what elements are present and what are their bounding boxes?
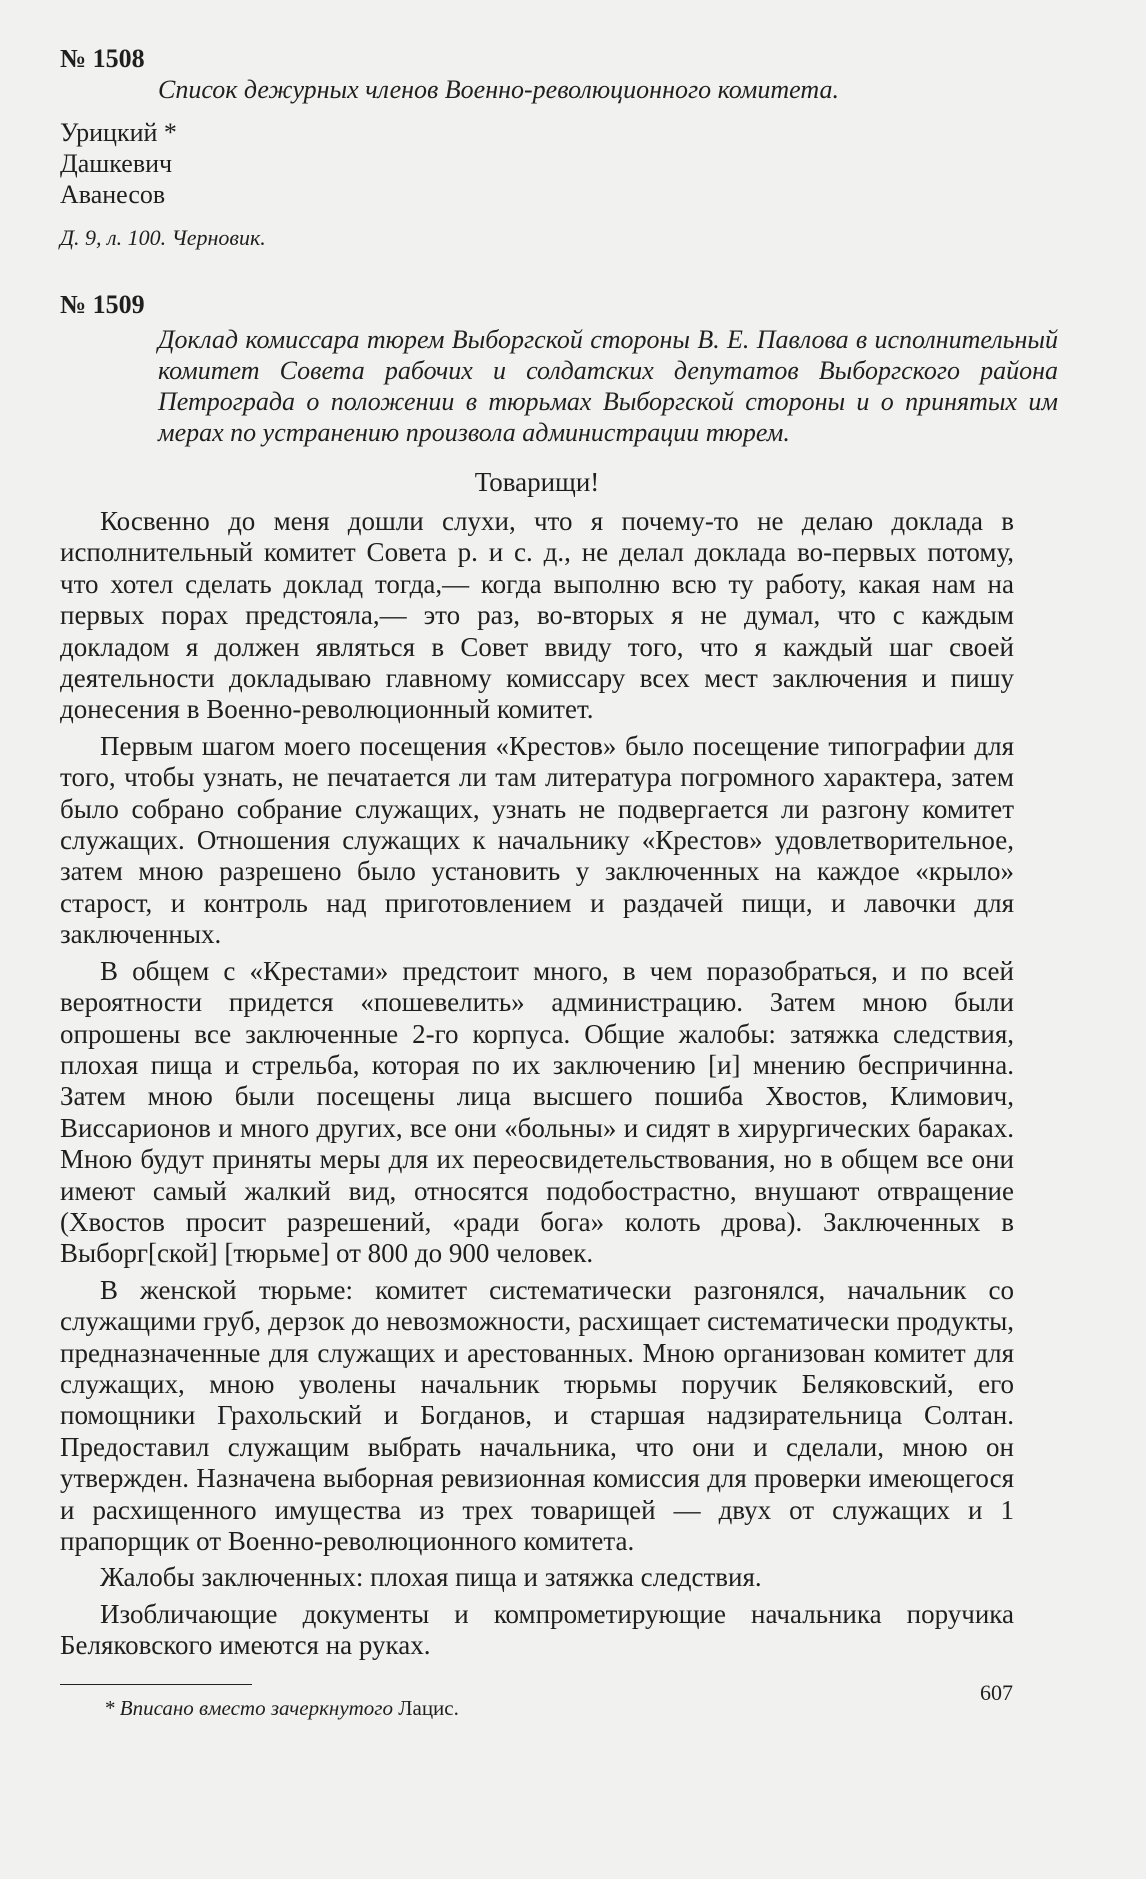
footnote-text: * Вписано вместо зачеркнутого bbox=[104, 1695, 393, 1720]
doc-title-1508: Список дежурных членов Военно-революционного комитета. bbox=[158, 75, 839, 104]
doc-title-1509: Доклад комиссара тюрем Выборгской стороны В. Е. Павлова в исполнительный комитет Совета рабочих и солдатских депутатов Выборгского района Петрограда о положении в тюрьмах Выборгской стороны и о принятых им мерах по устранению произвола администрации тюрем. bbox=[158, 325, 1058, 447]
paragraph: Косвенно до меня дошли слухи, что я почему-то не делаю доклада в исполнительный комитет Совета р. и с. д., не делал доклада во-первых потому, что хотел сделать доклад тогда,— когда выполню всю ту работу, какая нам на первых порах предстояла,— это раз, во-вторых я не думал, что с каждым докладом я должен являться в Совет ввиду того, что я каждый шаг своей деятельности докладываю главному комиссару всех мест заключения и пишу донесения в Военно-революционный комитет. bbox=[60, 506, 1014, 725]
paragraph: Жалобы заключенных: плохая пища и затяжка следствия. bbox=[100, 1562, 762, 1593]
document-1508 bbox=[60, 44, 1060, 252]
document-1509 bbox=[60, 290, 1060, 1662]
greeting: Товарищи! bbox=[474, 467, 600, 497]
doc-number-1509: № 1509 bbox=[60, 290, 145, 319]
report-body bbox=[60, 506, 1014, 1662]
list-item: Дашкевич bbox=[60, 149, 173, 178]
archive-reference: Д. 9, л. 100. Черновик. bbox=[60, 225, 266, 250]
footnote-divider bbox=[60, 1684, 252, 1685]
page-number: 607 bbox=[980, 1680, 1013, 1705]
list-item: Аванесов bbox=[60, 180, 166, 209]
document-page bbox=[60, 44, 1060, 1721]
footnote-name: Лацис. bbox=[398, 1695, 459, 1720]
duty-members-list bbox=[60, 117, 1060, 210]
footnote bbox=[104, 1695, 1060, 1721]
paragraph: В общем с «Крестами» предстоит много, в чем поразобраться, и по всей вероятности придется «пошевелить» администрацию. Затем мною были опрошены все заключенные 2-го корпуса. Общие жалобы: затяжка следствия, плохая пища и стрельба, которая по их заключению [и] мнению беспричинна. Затем мною были посещены лица высшего пошиба Хвостов, Климович, Виссарионов и много других, все они «больны» и сидят в хирургических бараках. Мною будут приняты меры для их переосвидетельствования, но в общем все они имеют самый жалкий вид, относятся подобострастно, внушают отвращение (Хвостов просит разрешений, «ради бога» колоть дрова). Заключенных в Выборг[ской] [тюрьме] от 800 до 900 человек. bbox=[60, 955, 1014, 1269]
doc-number-1508: № 1508 bbox=[60, 44, 145, 73]
paragraph: Изобличающие документы и компрометирующие начальника поручика Беляковского имеются на руках. bbox=[60, 1598, 1014, 1661]
list-item: Урицкий * bbox=[60, 118, 177, 147]
paragraph: Первым шагом моего посещения «Крестов» было посещение типографии для того, чтобы узнать, не печатается ли там литература погромного характера, затем было собрано собрание служащих, узнать не подвергается ли разгону комитет служащих. Отношения служащих к начальнику «Крестов» удовлетворительное, затем мною разрешено было установить у заключенных на каждое «крыло» старост, и контроль над приготовлением и раздачей пищи, и лавочки для заключенных. bbox=[60, 730, 1014, 950]
paragraph: В женской тюрьме: комитет систематически разгонялся, начальник со служащими груб, дерзок до невозможности, расхищает систематически продукты, предназначенные для служащих и арестованных. Мною организован комитет для служащих, мною уволены начальник тюрьмы поручик Беляковский, его помощники Грахольский и Богданов, и старшая надзирательница Солтан. Предоставил служащим выбрать начальника, что они и сделали, мною он утвержден. Назначена выборная ревизионная комиссия для проверки имеющегося и расхищенного имущества из трех товарищей — двух от служащих и 1 прапорщик от Военно-революционного комитета. bbox=[60, 1274, 1014, 1556]
